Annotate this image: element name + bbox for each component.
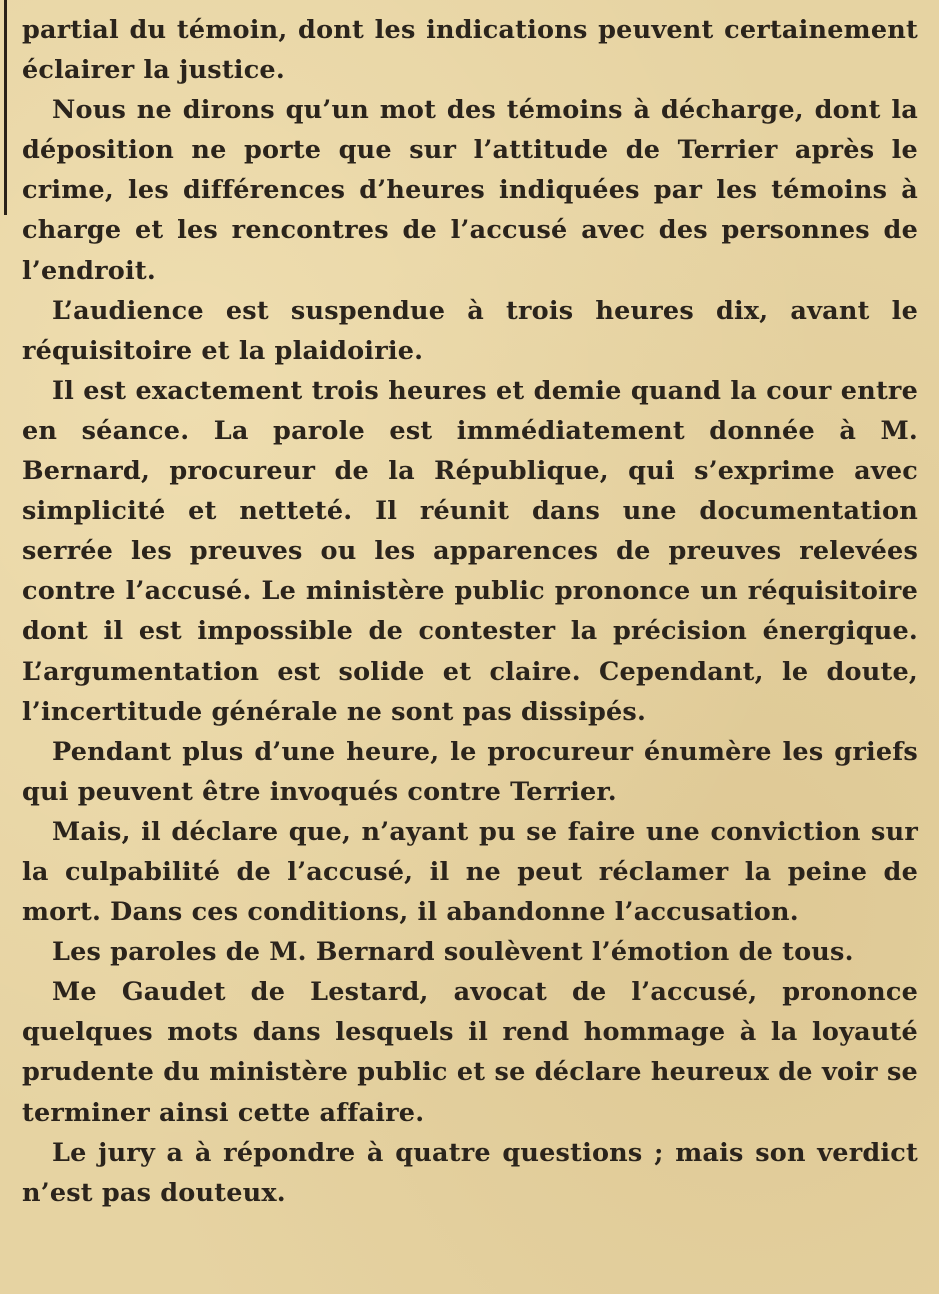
column-rule <box>4 0 7 215</box>
paragraph: Pendant plus d’une heure, le procureur énumère les griefs qui peuvent être invoqués contre Terrier. <box>22 736 918 807</box>
paragraph: Me Gaudet de Lestard, avocat de l’accusé, prononce quelques mots dans lesquels il rend hommage à la loyauté prudente du ministère public et se déclare heureux de voir se terminer ainsi cette affaire. <box>22 977 918 1128</box>
paragraph: Mais, il déclare que, n’ayant pu se faire une conviction sur la culpabilité de l’accusé, il ne peut réclamer la peine de mort. Dans ces conditions, il abandonne l’accusation. <box>22 816 918 928</box>
paragraph: partial du témoin, dont les indications peuvent certainement éclairer la justice. <box>22 15 918 86</box>
paragraph: Les paroles de M. Bernard soulèvent l’émotion de tous. <box>52 937 854 968</box>
article-body <box>22 10 918 1213</box>
paragraph: Le jury a à répondre à quatre questions ; mais son verdict n’est pas douteux. <box>22 1137 918 1208</box>
paragraph: Il est exactement trois heures et demie quand la cour entre en séance. La parole est immédiatement donnée à M. Bernard, procureur de la République, qui s’exprime avec simplicité et netteté. Il réunit dans une documentation serrée les preuves ou les apparences de preuves relevées contre l’accusé. Le ministère public prononce un réquisitoire dont il est impossible de contester la précision énergique. L’argumentation est solide et claire. Cependant, le doute, l’incertitude générale ne sont pas dissipés. <box>22 375 918 727</box>
paragraph: L’audience est suspendue à trois heures dix, avant le réquisitoire et la plaidoirie. <box>22 295 918 366</box>
paragraph: Nous ne dirons qu’un mot des témoins à décharge, dont la déposition ne porte que sur l’attitude de Terrier après le crime, les différences d’heures indiquées par les témoins à charge et les rencontres de l’accusé avec des personnes de l’endroit. <box>22 95 918 286</box>
